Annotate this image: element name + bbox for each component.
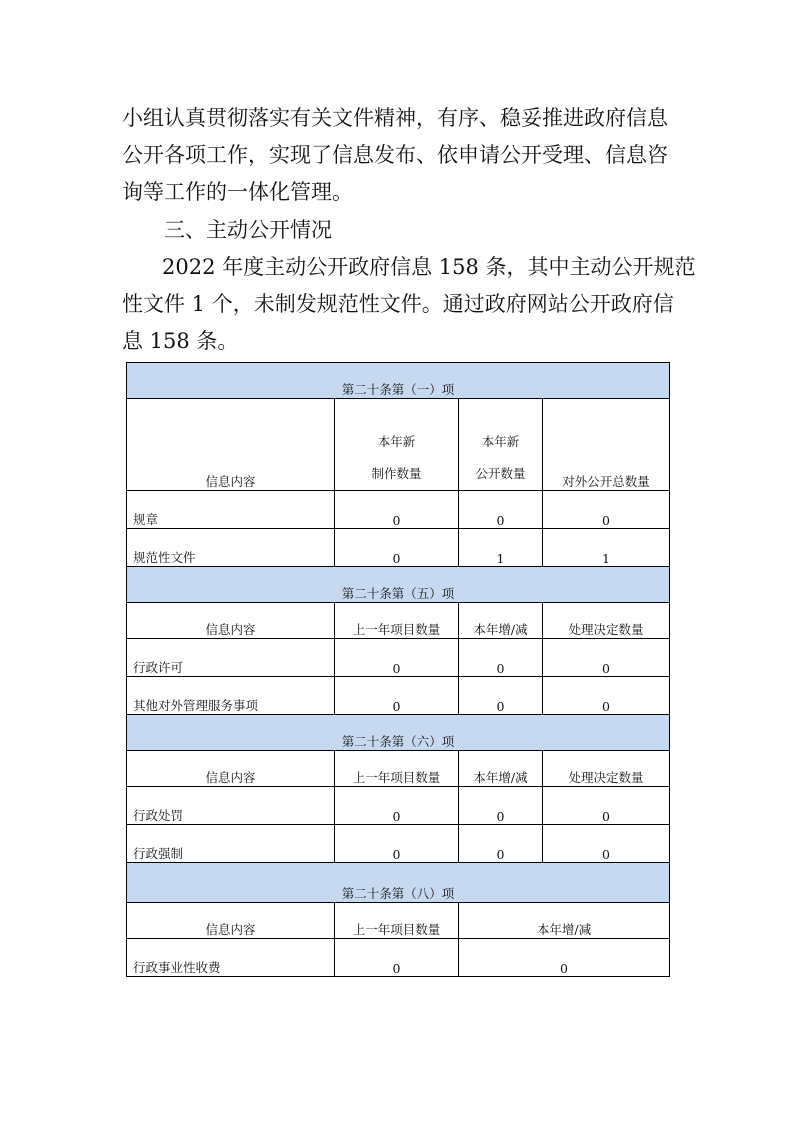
column-header: 本年增/减 [459, 751, 543, 787]
cell-value: 0 [459, 825, 543, 863]
table-row [127, 825, 670, 863]
cell-value: 0 [335, 825, 459, 863]
row-name: 规范性文件 [127, 529, 335, 567]
table-row [127, 639, 670, 677]
section-header-row [127, 363, 670, 399]
paragraph-disclosure [122, 249, 696, 360]
cell-value: 0 [543, 825, 670, 863]
paragraph-line: 公开各项工作，实现了信息发布、依申请公开受理、信息咨 [122, 143, 668, 167]
cell-value: 0 [543, 677, 670, 715]
header-line: 本年新 [481, 434, 520, 449]
column-header: 对外公开总数量 [543, 399, 670, 491]
cell-value: 0 [459, 491, 543, 529]
column-header: 处理决定数量 [543, 603, 670, 639]
column-header [459, 399, 543, 491]
column-header: 上一年项目数量 [335, 603, 459, 639]
section-title: 第二十条第（八）项 [127, 863, 670, 903]
cell-value: 1 [459, 529, 543, 567]
column-header: 本年增/减 [459, 903, 670, 939]
table-row [127, 529, 670, 567]
table-row [127, 787, 670, 825]
column-header: 信息内容 [127, 603, 335, 639]
header-line: 本年新 [377, 434, 416, 449]
table-row [127, 939, 670, 977]
disclosure-table [126, 362, 670, 977]
section-title: 第二十条第（六）项 [127, 715, 670, 751]
cell-value: 1 [543, 529, 670, 567]
cell-value: 0 [459, 939, 670, 977]
paragraph-line: 性文件 1 个，未制发规范性文件。通过政府网站公开政府信 [122, 292, 674, 316]
row-name: 行政处罚 [127, 787, 335, 825]
paragraph-line: 2022 年度主动公开政府信息 158 条，其中主动公开规范 [162, 255, 696, 279]
column-header-row [127, 751, 670, 787]
cell-value: 0 [335, 639, 459, 677]
row-name: 其他对外管理服务事项 [127, 677, 335, 715]
cell-value: 0 [459, 787, 543, 825]
cell-value: 0 [543, 787, 670, 825]
section-title: 第二十条第（一）项 [127, 363, 670, 399]
column-header-row [127, 399, 670, 491]
cell-value: 0 [335, 529, 459, 567]
cell-value: 0 [335, 491, 459, 529]
cell-value: 0 [335, 677, 459, 715]
column-header: 处理决定数量 [543, 751, 670, 787]
column-header: 信息内容 [127, 903, 335, 939]
column-header: 信息内容 [127, 751, 335, 787]
section-heading: 三、主动公开情况 [164, 218, 332, 242]
section-header-row [127, 567, 670, 603]
table-row [127, 677, 670, 715]
paragraph-intro [122, 100, 670, 211]
column-header: 上一年项目数量 [335, 903, 459, 939]
cell-value: 0 [543, 639, 670, 677]
section-header-row [127, 715, 670, 751]
section-title: 第二十条第（五）项 [127, 567, 670, 603]
column-header-row [127, 903, 670, 939]
row-name: 规章 [127, 491, 335, 529]
column-header: 上一年项目数量 [335, 751, 459, 787]
column-header-row [127, 603, 670, 639]
row-name: 行政强制 [127, 825, 335, 863]
column-header [335, 399, 459, 491]
paragraph-line: 息 158 条。 [122, 329, 239, 353]
cell-value: 0 [459, 677, 543, 715]
cell-value: 0 [335, 939, 459, 977]
header-line: 制作数量 [371, 466, 422, 481]
row-name: 行政许可 [127, 639, 335, 677]
table-row [127, 491, 670, 529]
paragraph-line: 小组认真贯彻落实有关文件精神，有序、稳妥推进政府信息 [122, 106, 668, 130]
header-line: 公开数量 [475, 466, 526, 481]
cell-value: 0 [459, 639, 543, 677]
cell-value: 0 [335, 787, 459, 825]
column-header: 本年增/减 [459, 603, 543, 639]
section-header-row [127, 863, 670, 903]
row-name: 行政事业性收费 [127, 939, 335, 977]
paragraph-line: 询等工作的一体化管理。 [122, 180, 353, 204]
cell-value: 0 [543, 491, 670, 529]
column-header: 信息内容 [127, 399, 335, 491]
